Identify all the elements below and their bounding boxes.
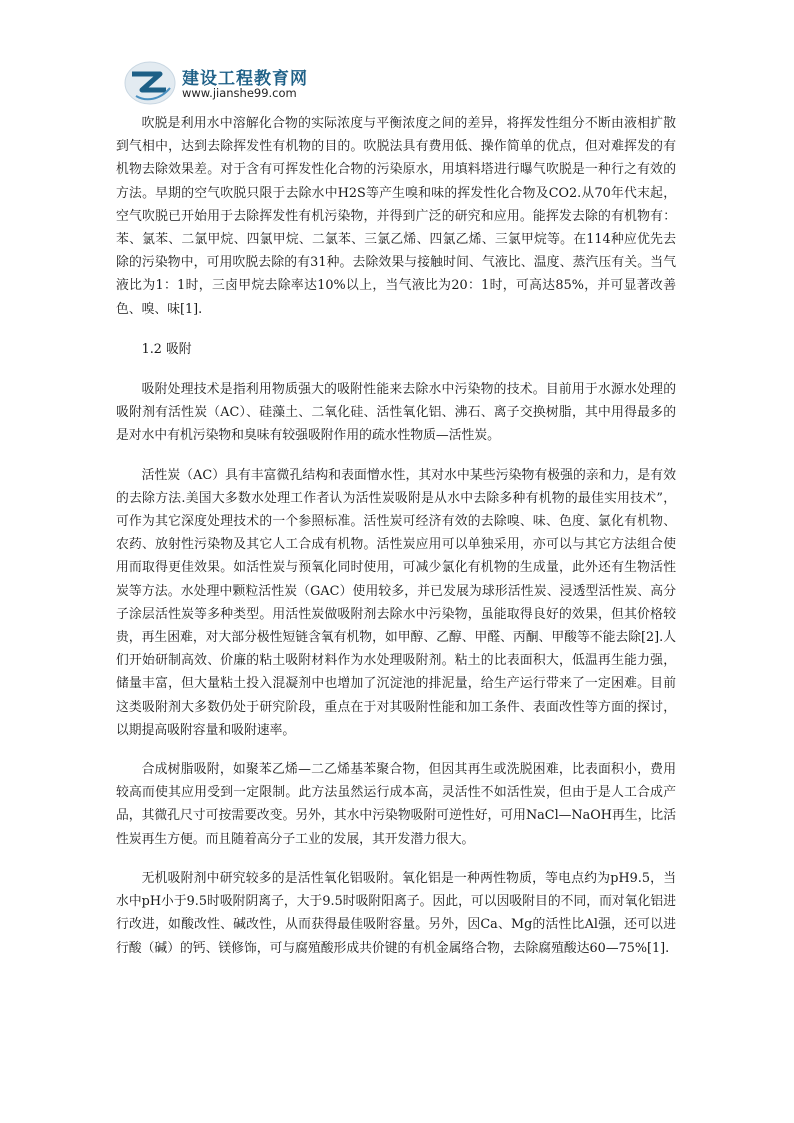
site-url: www.jianshe99.com [182,86,297,100]
site-logo-icon [120,58,182,108]
paragraph-synthetic-resin: 合成树脂吸附，如聚苯乙烯—二乙烯基苯聚合物，但因其再生或洗脱困难，比表面积小，费用较高而使其应用受到一定限制。此方法虽然运行成本高，灵活性不如活性炭，但由于是人工合成产品，其微孔尺寸可按需要改变。另外，其水中污染物吸附可逆性好，可用NaCl—NaOH再生，比活性炭再生方便。而且随着高分子工业的发展，其开发潜力很大。 [116,762,676,847]
paragraph-inorganic-adsorbent: 无机吸附剂中研究较多的是活性氧化铝吸附。氧化铝是一种两性物质，等电点约为pH9.5，当水中pH小于9.5时吸附阴离子，大于9.5时吸附阳离子。因此，可以因吸附目的不同，而对氧化铝进行改进，如酸改性、碱改性，从而获得最佳吸附容量。另外，因Ca、Mg的活性比Al强，还可以进行酸（碱）的钙、镁修饰，可与腐殖酸形成共价键的有机金属络合物，去除腐殖酸达60—75%[1]. [116,870,676,956]
paragraph-activated-carbon: 活性炭（AC）具有丰富微孔结构和表面憎水性，其对水中某些污染物有极强的亲和力，是有效的去除方法.美国大多数水处理工作者认为活性炭吸附是从水中去除多种有机物的最佳实用技术”，可作为其它深度处理技术的一个参照标准。活性炭可经济有效的去除嗅、味、色度、氯化有机物、农药、放射性污染物及其它人工合成有机物。活性炭应用可以单独采用，亦可以与其它方法组合使用而取得更佳效果。如活性炭与预氧化同时使用，可减少氯化有机物的生成量，此外还有生物活性炭等方法。水处理中颗粒活性炭（GAC）使用较多，并已发展为球形活性炭、浸透型活性炭、高分子涂层活性炭等多种类型。用活性炭做吸附剂去除水中污染物，虽能取得良好的效果，但其价格较贵，再生困难，对大部分极性短链含氧有机物，如甲醇、乙醇、甲醛、丙酮、甲酸等不能去除[2].人们开始研制高效、价廉的粘土吸附材料作为水处理吸附剂。粘土的比表面积大，低温再生能力强，储量丰富，但大量粘土投入混凝剂中也增加了沉淀池的排泥量，给生产运行带来了一定困难。目前这类吸附剂大多数仍处于研究阶段，重点在于对其吸附性能和加工条件、表面改性等方面的探讨，以期提高吸附容量和吸附速率。 [116,467,676,738]
paragraph-adsorption-intro: 吸附处理技术是指利用物质强大的吸附性能来去除水中污染物的技术。目前用于水源水处理的吸附剂有活性炭（AC）、硅藻土、二氧化硅、活性氧化铝、沸石、离子交换树脂，其中用得最多的是对水中有机污染物和臭味有较强吸附作用的疏水性物质—活性炭。 [116,382,676,444]
paragraph-stripping: 吹脱是利用水中溶解化合物的实际浓度与平衡浓度之间的差异，将挥发性组分不断由液相扩散到气相中，达到去除挥发性有机物的目的。吹脱法具有费用低、操作简单的优点，但对难挥发的有机物去除效果差。对于含有可挥发性化合物的污染原水，用填料塔进行曝气吹脱是一种行之有效的方法。早期的空气吹脱只限于去除水中H2S等产生嗅和味的挥发性化合物及CO2.从70年代末起，空气吹脱已开始用于去除挥发性有机污染物，并得到广泛的研究和应用。能挥发去除的有机物有：苯、氯苯、二氯甲烷、四氯甲烷、二氯苯、三氯乙烯、四氯乙烯、三氯甲烷等。在114种应优先去除的污染物中，可用吹脱去除的有31种。去除效果与接触时间、气液比、温度、蒸汽压有关。当气液比为1：1时，三卤甲烷去除率达10%以上，当气液比为20：1时，可高达85%，并可显著改善色、嗅、味[1]. [116,116,676,317]
document-body [116,112,676,960]
section-heading-adsorption: 1.2 吸附 [141,341,192,357]
site-header [120,58,380,106]
site-name: 建设工程教育网 [182,69,308,89]
